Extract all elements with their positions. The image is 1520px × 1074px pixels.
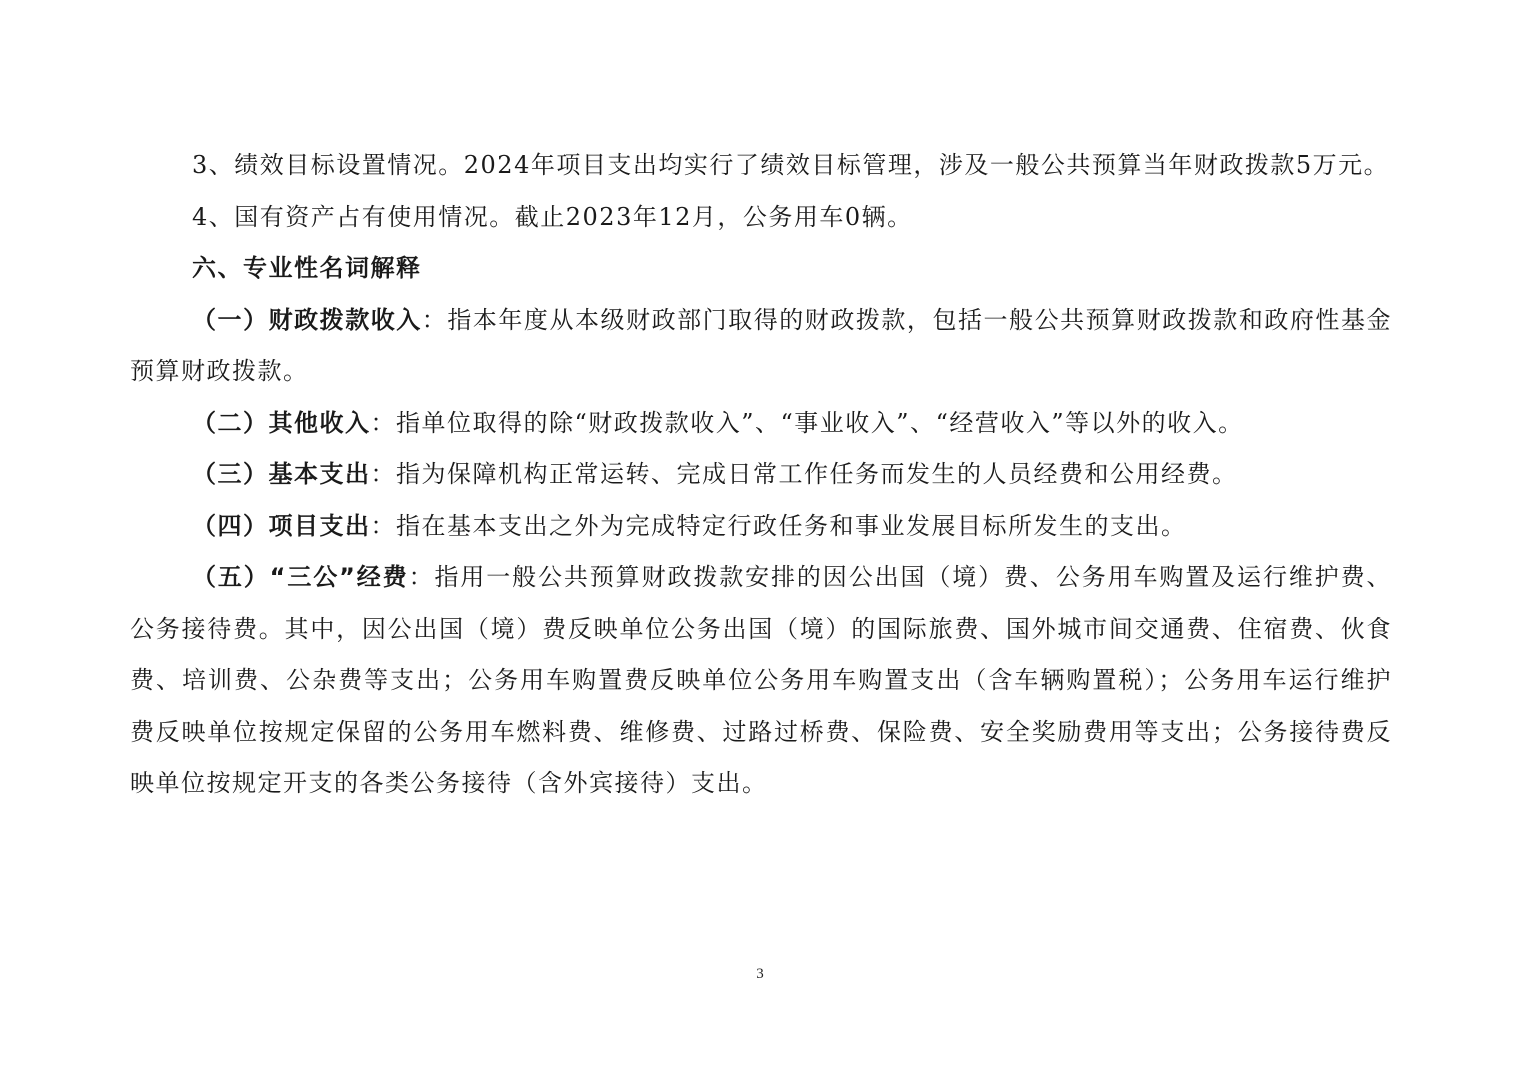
page-number: 3	[756, 966, 764, 982]
definition-term: （二）其他收入	[192, 408, 371, 437]
definition-term: （一）财政拨款收入	[192, 305, 422, 334]
definition-basic-expenditure	[130, 449, 1392, 501]
definition-body: ：指用一般公共预算财政拨款安排的因公出国（境）费、公务用车购置及运行维护费、公务接待费。其中，因公出国（境）费反映单位公务出国（境）的国际旅费、国外城市间交通费、住宿费、伙食费、培训费、公杂费等支出；公务用车购置费反映单位公务用车购置支出（含车辆购置税）；公务用车运行维护费反映单位按规定保留的公务用车燃料费、维修费、过路过桥费、保险费、安全奖励费用等支出；公务接待费反映单位按规定开支的各类公务接待（含外宾接待）支出。	[130, 563, 1393, 797]
definition-project-expenditure	[130, 501, 1392, 553]
document-body	[130, 140, 1392, 810]
paragraph-performance-targets: 3、绩效目标设置情况。2024年项目支出均实行了绩效目标管理，涉及一般公共预算当年财政拨款5万元。	[192, 151, 1390, 179]
definition-body: ：指为保障机构正常运转、完成日常工作任务而发生的人员经费和公用经费。	[370, 460, 1238, 488]
definition-term: （四）项目支出	[192, 511, 371, 540]
definition-term: （三）基本支出	[192, 460, 371, 488]
definition-other-income	[130, 398, 1392, 450]
definition-body: ：指在基本支出之外为完成特定行政任务和事业发展目标所发生的支出。	[370, 511, 1187, 540]
definition-body: ：指本年度从本级财政部门取得的财政拨款，包括一般公共预算财政拨款和政府性基金预算财政拨款。	[130, 305, 1393, 385]
definition-term: （五）“三公”经费	[192, 563, 409, 591]
paragraph-state-assets: 4、国有资产占有使用情况。截止2023年12月，公务用车0辆。	[192, 202, 913, 231]
section-heading: 六、专业性名词解释	[192, 254, 422, 282]
definition-fiscal-appropriation-income	[130, 295, 1392, 398]
definition-body: ：指单位取得的除“财政拨款收入”、“事业收入”、“经营收入”等以外的收入。	[370, 408, 1244, 437]
definition-three-public-expenses	[130, 552, 1392, 810]
